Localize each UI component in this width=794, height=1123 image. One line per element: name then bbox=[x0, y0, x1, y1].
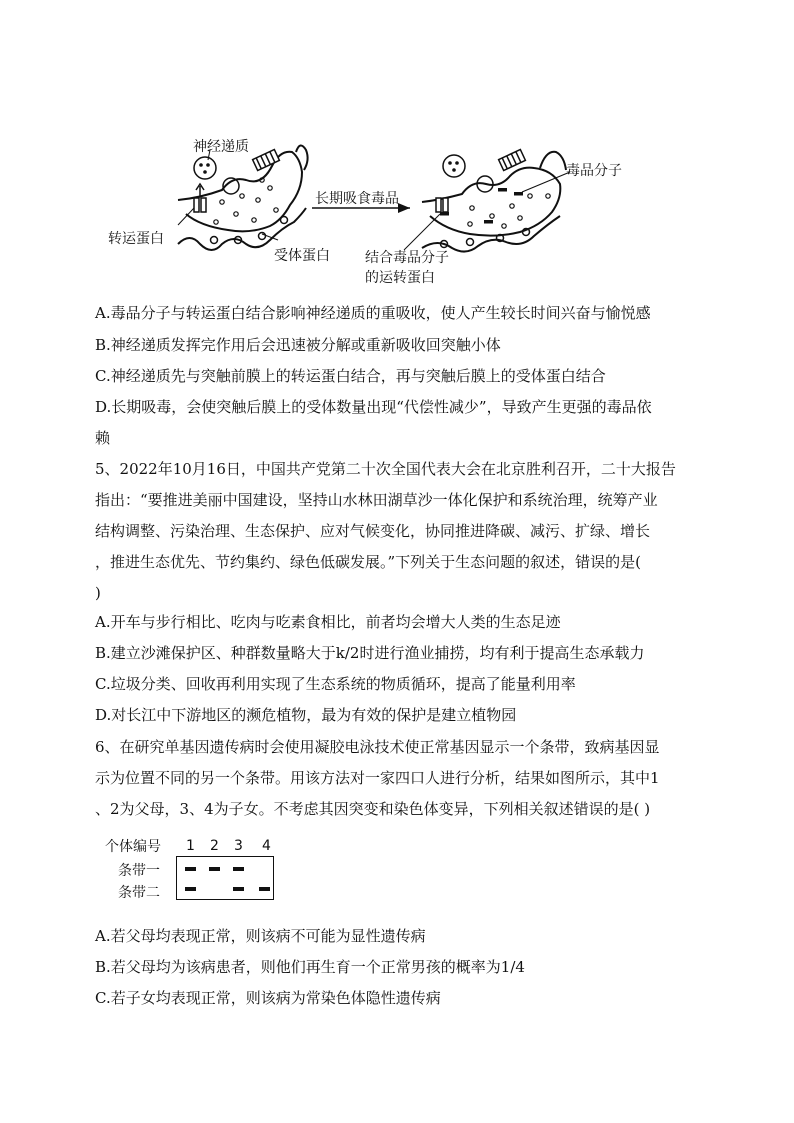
q6-stem-line1: 6、在研究单基因遗传病时会使用凝胶电泳技术使正常基因显示一个条带，致病基因显 bbox=[95, 738, 660, 756]
label-bound-transporter-line2: 的运转蛋白 bbox=[365, 270, 435, 286]
gel-band-two bbox=[259, 887, 270, 891]
q5-stem-line1: 5、2022年10月16日，中国共产党第二十次全国代表大会在北京胜利召开，二十大报告 bbox=[95, 460, 676, 478]
gel-individual-number: 2 bbox=[210, 838, 219, 854]
gel-band-two bbox=[233, 887, 244, 891]
q6-stem-line3: 、2为父母，3、4为子女。不考虑其因突变和染色体变异，下列相关叙述错误的是( ) bbox=[95, 800, 651, 818]
label-neurotransmitter: 神经递质 bbox=[193, 139, 249, 155]
gel-individual-numbers bbox=[100, 836, 300, 856]
q5-stem-line5: ) bbox=[95, 584, 101, 602]
label-drug-molecule: 毒品分子 bbox=[566, 163, 622, 179]
gel-box bbox=[176, 856, 274, 900]
q5-option-b: B.建立沙滩保护区、种群数量略大于k/2时进行渔业捕捞，均有利于提高生态承载力 bbox=[95, 644, 645, 662]
q6-option-b: B.若父母均为该病患者，则他们再生育一个正常男孩的概率为1/4 bbox=[95, 958, 525, 976]
gel-individual-number: 4 bbox=[262, 838, 271, 854]
label-bound-transporter-line1: 结合毒品分子 bbox=[365, 250, 449, 266]
q4-option-d-line1: D.长期吸毒，会使突触后膜上的受体数量出现“代偿性减少”，导致产生更强的毒品依 bbox=[95, 398, 652, 416]
q5-stem-line3: 结构调整、污染治理、生态保护、应对气候变化，协同推进降碳、减污、扩绿、增长 bbox=[95, 522, 651, 540]
gel-band-two bbox=[185, 887, 196, 891]
left-postsynaptic-membrane bbox=[178, 208, 306, 250]
gel-band-one bbox=[185, 867, 196, 871]
label-transporter-protein: 转运蛋白 bbox=[108, 231, 164, 247]
q4-option-c: C.神经递质先与突触前膜上的转运蛋白结合，再与突触后膜上的受体蛋白结合 bbox=[95, 367, 606, 385]
gel-band2-label: 条带二 bbox=[118, 885, 160, 901]
gel-individual-number: 3 bbox=[234, 838, 243, 854]
label-long-term-drug-use: 长期吸食毒品 bbox=[315, 191, 399, 207]
q6-option-a: A.若父母均表现正常，则该病不可能为显性遗传病 bbox=[95, 927, 426, 945]
label-receptor-protein: 受体蛋白 bbox=[274, 248, 330, 264]
gel-figure bbox=[100, 836, 300, 906]
q5-stem-line2: 指出：“要推进美丽中国建设，坚持山水林田湖草沙一体化保护和系统治理，统筹产业 bbox=[95, 491, 658, 509]
q5-stem-line4: ，推进生态优先、节约集约、绿色低碳发展。”下列关于生态问题的叙述，错误的是( bbox=[95, 553, 642, 571]
gel-band-one bbox=[209, 867, 220, 871]
left-presynaptic-membrane bbox=[178, 152, 302, 232]
gel-individual-number: 1 bbox=[186, 838, 195, 854]
gel-band1-label: 条带一 bbox=[118, 863, 160, 879]
q4-option-a: A.毒品分子与转运蛋白结合影响神经递质的重吸收，使人产生较长时间兴奋与愉悦感 bbox=[95, 304, 651, 322]
q5-option-d: D.对长江中下游地区的濒危植物，最为有效的保护是建立植物园 bbox=[95, 706, 517, 724]
q6-stem-line2: 示为位置不同的另一个条带。用该方法对一家四口人进行分析，结果如图所示，其中1 bbox=[95, 769, 660, 787]
gel-header-label: 个体编号 bbox=[105, 839, 161, 855]
q5-option-a: A.开车与步行相比、吃肉与吃素食相比，前者均会增大人类的生态足迹 bbox=[95, 613, 561, 631]
gel-band-one bbox=[233, 867, 244, 871]
q6-option-c: C.若子女均表现正常，则该病为常染色体隐性遗传病 bbox=[95, 989, 441, 1007]
q5-option-c: C.垃圾分类、回收再利用实现了生态系统的物质循环，提高了能量利用率 bbox=[95, 675, 576, 693]
q4-option-d-line2: 赖 bbox=[95, 429, 111, 447]
q4-option-b: B.神经递质发挥完作用后会迅速被分解或重新吸收回突触小体 bbox=[95, 336, 501, 354]
right-axon bbox=[540, 152, 566, 170]
